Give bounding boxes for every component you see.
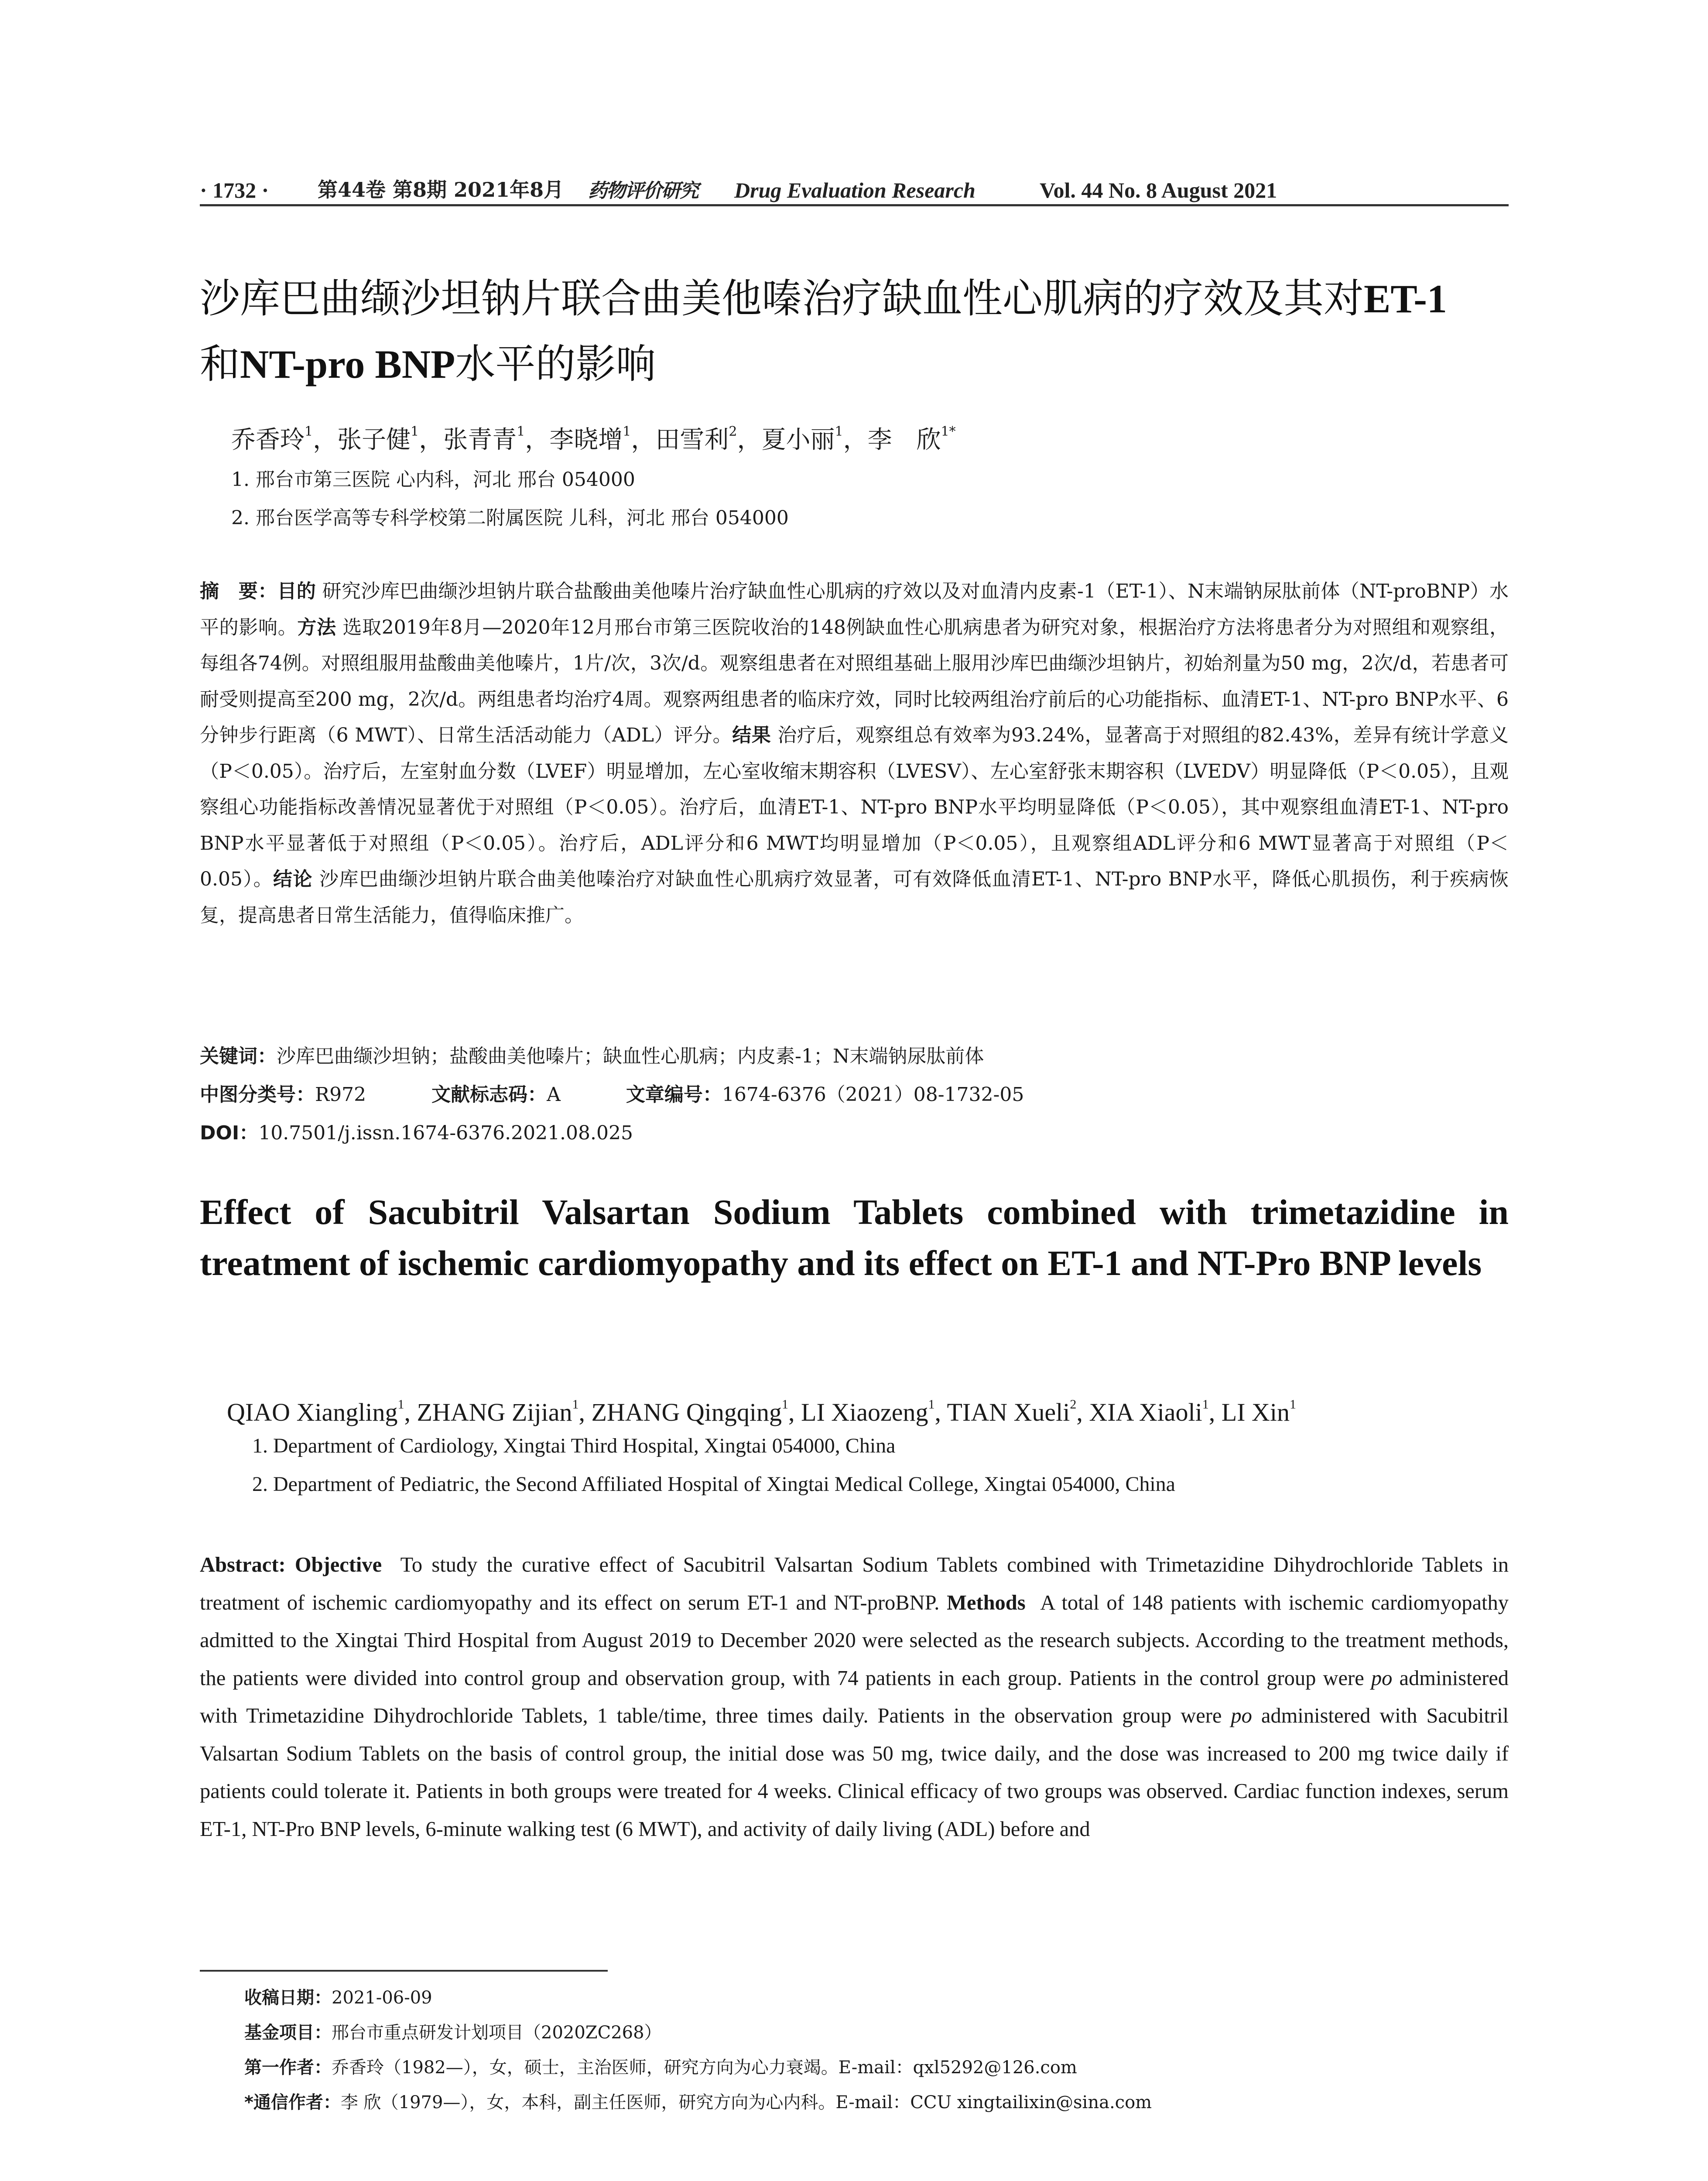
journal-logo: 药物评价研究 bbox=[588, 180, 698, 202]
author-name-en: TIAN Xueli bbox=[947, 1398, 1070, 1426]
author-affiliation-marker: 1 bbox=[397, 1397, 404, 1412]
objective-cn-text: 研究沙库巴曲缬沙坦钠片联合盐酸曲美他嗪片治疗缺血性心肌病的疗效以及对血清内皮素-1（ET-1）、N末端钠尿肽前体（NT-proBNP）水平的影响。 bbox=[200, 580, 1509, 639]
abstract-en-label: Abstract: bbox=[200, 1553, 286, 1576]
article-title-en: Effect of Sacubitril Valsartan Sodium Tablets combined with trimetazidine in treatment of ischemic cardiomyopathy and its effect on ET-1 and NT-Pro BNP levels bbox=[200, 1192, 1509, 1283]
author-name-en: XIA Xiaoli bbox=[1089, 1398, 1202, 1426]
methods-cn-text: 选取2019年8月—2020年12月邢台市第三医院收治的148例缺血性心肌病患者为研究对象，根据治疗方法将患者分为对照组和观察组，每组各74例。对照组服用盐酸曲美他嗪片，1片/次，3次/d。观察组患者在对照组基础上服用沙库巴曲缬沙坦钠片，初始剂量为50 mg，2次/d，若患者可耐受则提高至200 mg，2次/d。两组患者均治疗4周。观察两组患者的临床疗效，同时比较两组治疗前后的心功能指标、血清ET-1、NT-pro BNP水平、6分钟步行距离（6 MWT）、日常生活活动能力（ADL）评分。 bbox=[200, 616, 1509, 746]
page-number: · 1732 · bbox=[200, 178, 269, 202]
author-affiliation-marker: 1 bbox=[572, 1397, 579, 1412]
author-affiliation-marker: 1 bbox=[517, 424, 525, 439]
author-affiliation-marker: 2 bbox=[729, 424, 737, 439]
author-name: 张子健 bbox=[337, 426, 411, 454]
author-name: 乔香玲 bbox=[231, 426, 305, 454]
author-list-en: QIAO Xiangling$^1$, ZHANG Zijian$^1$, ZHANG Qingqing$^1$, LI Xiaozeng$^1$, TIAN Xueli$^2$, XIA Xiaoli$^1$, LI Xin$^1$ bbox=[227, 1397, 1296, 1426]
author-list-cn: 乔香玲$^1$，张子健$^1$，张青青$^1$，李晓增$^1$，田雪利$^2$，夏小丽$^1$，李 欣$^{1*}$ bbox=[231, 424, 956, 454]
corresponding-value: 李 欣（1979—），女，本科，副主任医师，研究方向为心内科。E-mail：CCU xingtailixin@sina.com bbox=[340, 2092, 1152, 2113]
abstract-en bbox=[200, 1546, 1509, 1848]
issue-info-en: Vol. 44 No. 8 August 2021 bbox=[1040, 178, 1277, 202]
keywords-cn-value: 沙库巴曲缬沙坦钠；盐酸曲美他嗪片；缺血性心肌病；内皮素-1；N末端钠尿肽前体 bbox=[277, 1045, 984, 1067]
abstract-cn-label: 摘 要： bbox=[200, 580, 277, 602]
title-cn-part2: 和 bbox=[200, 341, 240, 387]
author-affiliation-marker: 1 bbox=[623, 424, 631, 439]
author-affiliation-marker: 2 bbox=[1070, 1397, 1077, 1412]
issue-info-cn: 第44卷 第8期 2021年8月 bbox=[318, 178, 564, 202]
footnote-divider bbox=[200, 1970, 608, 1972]
results-cn-text: 治疗后，观察组总有效率为93.24%，显著高于对照组的82.43%，差异有统计学意义（P＜0.05）。治疗后，左室射血分数（LVEF）明显增加，左心室收缩末期容积（LVESV）、左心室舒张末期容积（LVEDV）明显降低（P＜0.05），且观察组心功能指标改善情况显著优于对照组（P＜0.05）。治疗后，血清ET-1、NT-pro BNP水平均明显降低（P＜0.05），其中观察组血清ET-1、NT-pro BNP水平显著低于对照组（P＜0.05）。治疗后，ADL评分和6 MWT均明显增加（P＜0.05），且观察组ADL评分和6 MWT显著高于对照组（P＜0.05）。 bbox=[200, 724, 1509, 890]
methods-cn-label: 方法 bbox=[297, 616, 336, 639]
author-affiliation-marker: 1 bbox=[1289, 1397, 1296, 1412]
author-name: 李 欣 bbox=[867, 426, 941, 454]
results-cn-label: 结果 bbox=[732, 724, 771, 746]
journal-name-en: Drug Evaluation Research bbox=[734, 178, 976, 202]
author-affiliation-marker: 1 bbox=[411, 424, 419, 439]
author-name: 李晓增 bbox=[549, 426, 623, 454]
footnote-first-author bbox=[244, 2050, 1509, 2085]
author-name: 张青青 bbox=[443, 426, 517, 454]
keywords-cn bbox=[200, 1039, 1509, 1074]
author-affiliation-marker: 1 bbox=[782, 1397, 789, 1412]
article-title-cn bbox=[200, 266, 1509, 397]
doc-code-value: A bbox=[547, 1084, 561, 1106]
affiliation-cn-1: 1. 邢台市第三医院 心内科，河北 邢台 054000 bbox=[231, 468, 635, 491]
doi-label: DOI： bbox=[200, 1122, 259, 1144]
footnote-received bbox=[244, 1980, 1509, 2015]
corresponding-label: *通信作者： bbox=[244, 2092, 341, 2113]
author-name-en: ZHANG Qingqing bbox=[591, 1398, 782, 1426]
article-number-label: 文章编号： bbox=[626, 1084, 722, 1106]
author-name-en: LI Xin bbox=[1221, 1398, 1290, 1426]
first-author-label: 第一作者： bbox=[244, 2058, 332, 2078]
methods-en-label: Methods bbox=[947, 1591, 1026, 1614]
running-header bbox=[200, 164, 1509, 203]
author-name: 夏小丽 bbox=[761, 426, 835, 454]
title-cn-part3: 水平的影响 bbox=[455, 341, 656, 387]
header-divider bbox=[200, 204, 1509, 206]
conclusion-cn-label: 结论 bbox=[273, 868, 313, 890]
author-name-en: ZHANG Zijian bbox=[417, 1398, 572, 1426]
po-term: po bbox=[1231, 1704, 1252, 1727]
author-affiliation-marker: 1 bbox=[1202, 1397, 1209, 1412]
methods-en-text-b: administered with Trimetazidine Dihydrochloride Tablets, 1 table/time, three times daily. Patients in the observation group were bbox=[200, 1666, 1509, 1727]
author-name-en: QIAO Xiangling bbox=[227, 1398, 398, 1426]
affiliation-cn-2: 2. 邢台医学高等专科学校第二附属医院 儿科，河北 邢台 054000 bbox=[231, 507, 789, 529]
classification-cn bbox=[200, 1077, 1509, 1112]
methods-en-text-a: A total of 148 patients with ischemic cardiomyopathy admitted to the Xingtai Third Hospital from August 2019 to December 2020 were selected as the research subjects. According to the treatment methods, the patients were divided into control group and observation group, with 74 patients in each group. Patients in the control group were bbox=[200, 1591, 1509, 1690]
objective-en-text: To study the curative effect of Sacubitril Valsartan Sodium Tablets combined with Trimetazidine Dihydrochloride Tablets in treatment of ischemic cardiomyopathy and its effect on serum ET-1 and NT-proBNP. bbox=[200, 1553, 1509, 1614]
fund-label: 基金项目： bbox=[244, 2023, 332, 2043]
objective-en-label: Objective bbox=[294, 1553, 382, 1576]
footnote-corresponding-author bbox=[244, 2085, 1509, 2120]
title-cn-et1: ET-1 bbox=[1364, 277, 1447, 321]
author-affiliation-marker: 1* bbox=[941, 424, 956, 439]
doi-value: 10.7501/j.issn.1674-6376.2021.08.025 bbox=[258, 1122, 633, 1144]
received-value: 2021-06-09 bbox=[332, 1988, 432, 2008]
author-name-en: LI Xiaozeng bbox=[801, 1398, 928, 1426]
author-affiliation-marker: 1 bbox=[928, 1397, 935, 1412]
affiliation-en-2: 2. Department of Pediatric, the Second Affiliated Hospital of Xingtai Medical College, Xingtai 054000, China bbox=[252, 1473, 1175, 1496]
author-name: 田雪利 bbox=[655, 426, 729, 454]
keywords-cn-label: 关键词： bbox=[200, 1045, 277, 1067]
affiliation-en-1: 1. Department of Cardiology, Xingtai Third Hospital, Xingtai 054000, China bbox=[252, 1434, 896, 1457]
po-term: po bbox=[1371, 1666, 1393, 1690]
title-cn-part1: 沙库巴曲缬沙坦钠片联合曲美他嗪治疗缺血性心肌病的疗效及其对 bbox=[200, 275, 1364, 322]
clc-label: 中图分类号： bbox=[200, 1084, 315, 1106]
first-author-value: 乔香玲（1982—），女，硕士，主治医师，研究方向为心力衰竭。E-mail：qxl5292@126.com bbox=[332, 2058, 1077, 2078]
author-affiliation-marker: 1 bbox=[305, 424, 313, 439]
title-cn-ntpro: NT-pro BNP bbox=[240, 342, 455, 386]
objective-cn-label: 目的 bbox=[277, 580, 316, 602]
conclusion-cn-text: 沙库巴曲缬沙坦钠片联合曲美他嗪治疗对缺血性心肌病疗效显著，可有效降低血清ET-1、NT-pro BNP水平，降低心肌损伤，利于疾病恢复，提高患者日常生活能力，值得临床推广。 bbox=[200, 868, 1509, 926]
abstract-cn bbox=[200, 574, 1509, 933]
fund-value: 邢台市重点研发计划项目（2020ZC268） bbox=[332, 2023, 662, 2043]
methods-en-text-c: administered with Sacubitril Valsartan Sodium Tablets on the basis of control group, the initial dose was 50 mg, twice daily, and the dose was increased to 200 mg twice daily if patients could tolerate it. Patients in both groups were treated for 4 weeks. Clinical efficacy of two groups was observed. Cardiac function indexes, serum ET-1, NT-Pro BNP levels, 6-minute walking test (6 MWT), and activity of daily living (ADL) before and bbox=[200, 1704, 1509, 1841]
clc-value: R972 bbox=[315, 1084, 366, 1106]
footnote-fund bbox=[244, 2015, 1509, 2050]
doc-code-label: 文献标志码： bbox=[431, 1084, 547, 1106]
author-affiliation-marker: 1 bbox=[835, 424, 843, 439]
article-number-value: 1674-6376（2021）08-1732-05 bbox=[722, 1084, 1024, 1106]
received-label: 收稿日期： bbox=[244, 1988, 332, 2008]
doi-line bbox=[200, 1116, 1509, 1151]
